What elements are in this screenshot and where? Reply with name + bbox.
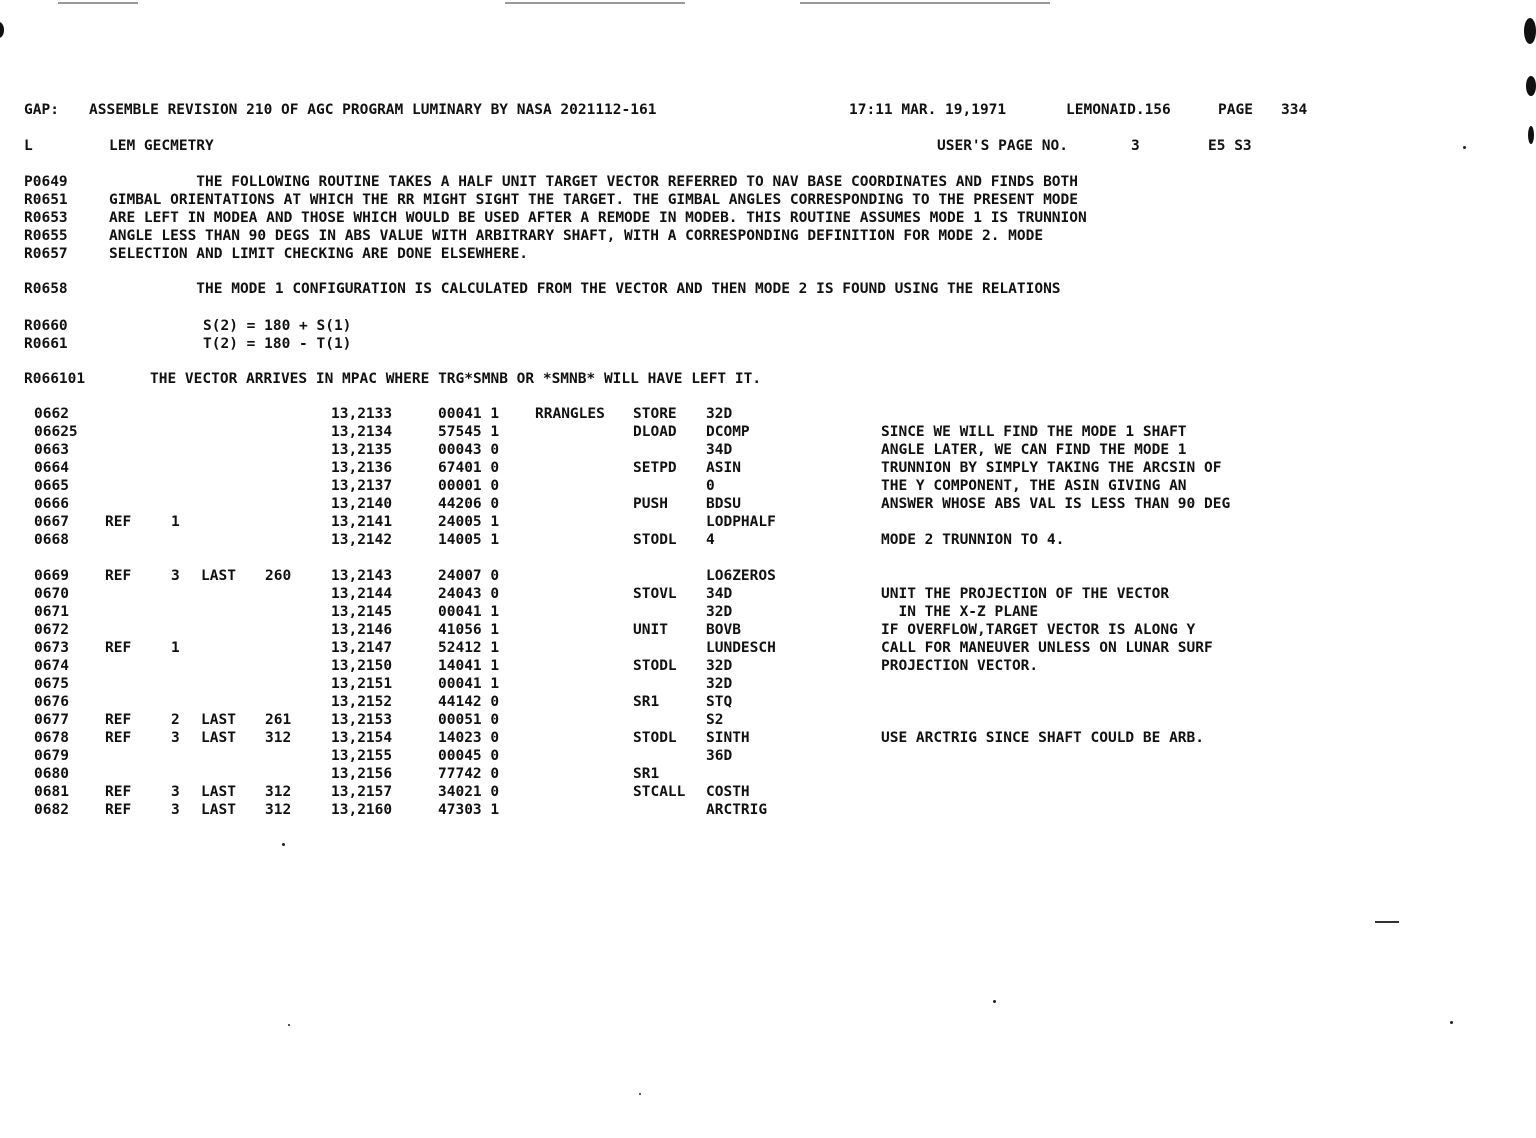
line-number: 0675 <box>34 676 69 692</box>
comment-line-text: SELECTION AND LIMIT CHECKING ARE DONE ELSEWHERE. <box>109 246 529 262</box>
comment-line-id: P0649 <box>24 174 68 190</box>
operand: S2 <box>706 712 724 728</box>
line-number: 0666 <box>34 496 69 512</box>
octal-word: 77742 0 <box>438 766 500 782</box>
line-number: 0664 <box>34 460 69 476</box>
address: 13,2147 <box>331 640 393 656</box>
timestamp: 17:11 MAR. 19,1971 <box>849 102 1007 118</box>
line-number: 06625 <box>34 424 78 440</box>
address: 13,2155 <box>331 748 393 764</box>
octal-word: 41056 1 <box>438 622 500 638</box>
opcode: STORE <box>633 406 677 422</box>
octal-word: 00041 1 <box>438 604 500 620</box>
last-label: LAST <box>201 802 236 818</box>
ref-count: 1 <box>171 514 180 530</box>
assembly-title: ASSEMBLE REVISION 210 OF AGC PROGRAM LUMINARY BY NASA 2021112-161 <box>89 102 657 118</box>
file-name: LEMONAID.156 <box>1066 102 1171 118</box>
ref-count: 3 <box>171 568 180 584</box>
address: 13,2156 <box>331 766 393 782</box>
last-label: LAST <box>201 730 236 746</box>
scan-artifact <box>993 1000 996 1003</box>
address: 13,2135 <box>331 442 393 458</box>
octal-word: 14023 0 <box>438 730 500 746</box>
octal-word: 67401 0 <box>438 460 500 476</box>
scan-artifact <box>639 1093 641 1095</box>
scan-artifact <box>288 1024 290 1026</box>
comment-line-text: THE MODE 1 CONFIGURATION IS CALCULATED FROM THE VECTOR AND THEN MODE 2 IS FOUND USING THE RELATIONS <box>109 281 1061 297</box>
address: 13,2143 <box>331 568 393 584</box>
scan-artifact <box>1375 921 1399 923</box>
address: 13,2152 <box>331 694 393 710</box>
scan-artifact <box>1526 76 1536 96</box>
operand: 4 <box>706 532 715 548</box>
relation-line-id: R0660 <box>24 318 68 334</box>
octal-word: 14041 1 <box>438 658 500 674</box>
operand: 32D <box>706 406 733 422</box>
octal-word: 52412 1 <box>438 640 500 656</box>
scan-artifact <box>282 843 285 846</box>
comment-line-id: R0651 <box>24 192 68 208</box>
code-comment: PROJECTION VECTOR. <box>881 658 1039 674</box>
last-label: LAST <box>201 712 236 728</box>
users-page-number: 3 <box>1131 138 1140 154</box>
comment-line-id: R0658 <box>24 281 68 297</box>
opcode: UNIT <box>633 622 668 638</box>
users-page-label: USER'S PAGE NO. <box>937 138 1068 154</box>
operand: LUNDESCH <box>706 640 776 656</box>
section-code: E5 S3 <box>1208 138 1252 154</box>
line-number: 0678 <box>34 730 69 746</box>
operand: BOVB <box>706 622 741 638</box>
octal-word: 14005 1 <box>438 532 500 548</box>
opcode: SR1 <box>633 766 660 782</box>
address: 13,2144 <box>331 586 393 602</box>
ref-label: REF <box>105 514 132 530</box>
symbol-label: RRANGLES <box>535 406 605 422</box>
line-number: 0682 <box>34 802 69 818</box>
operand: SINTH <box>706 730 750 746</box>
operand: BDSU <box>706 496 741 512</box>
ref-count: 3 <box>171 730 180 746</box>
scan-artifact <box>58 2 138 4</box>
code-comment: ANGLE LATER, WE CAN FIND THE MODE 1 <box>881 442 1187 458</box>
opcode: STOVL <box>633 586 677 602</box>
operand: 34D <box>706 442 733 458</box>
line-number: 0663 <box>34 442 69 458</box>
octal-word: 44142 0 <box>438 694 500 710</box>
octal-word: 00041 1 <box>438 406 500 422</box>
ref-label: REF <box>105 568 132 584</box>
address: 13,2140 <box>331 496 393 512</box>
page-number: 334 <box>1281 102 1308 118</box>
last-page: 260 <box>265 568 292 584</box>
operand: 32D <box>706 658 733 674</box>
octal-word: 47303 1 <box>438 802 500 818</box>
code-comment: CALL FOR MANEUVER UNLESS ON LUNAR SURF <box>881 640 1213 656</box>
opcode: STODL <box>633 658 677 674</box>
octal-word: 24005 1 <box>438 514 500 530</box>
ref-count: 2 <box>171 712 180 728</box>
code-comment: UNIT THE PROJECTION OF THE VECTOR <box>881 586 1170 602</box>
address: 13,2146 <box>331 622 393 638</box>
operand: ASIN <box>706 460 741 476</box>
line-number: 0673 <box>34 640 69 656</box>
last-page: 312 <box>265 730 292 746</box>
operand: STQ <box>706 694 733 710</box>
operand: ARCTRIG <box>706 802 768 818</box>
opcode: SETPD <box>633 460 677 476</box>
comment-line-id: R0655 <box>24 228 68 244</box>
code-comment: ANSWER WHOSE ABS VAL IS LESS THAN 90 DEG <box>881 496 1231 512</box>
line-number: 0668 <box>34 532 69 548</box>
code-comment: IN THE X-Z PLANE <box>881 604 1039 620</box>
scan-artifact <box>1450 1021 1453 1024</box>
opcode: PUSH <box>633 496 668 512</box>
ref-count: 1 <box>171 640 180 656</box>
scan-artifact <box>1463 146 1466 149</box>
comment-line-text: THE VECTOR ARRIVES IN MPAC WHERE TRG*SMNB OR *SMNB* WILL HAVE LEFT IT. <box>150 371 762 387</box>
operand: 0 <box>706 478 715 494</box>
line-number: 0680 <box>34 766 69 782</box>
last-page: 312 <box>265 802 292 818</box>
operand: DCOMP <box>706 424 750 440</box>
operand: LODPHALF <box>706 514 776 530</box>
line-number: 0671 <box>34 604 69 620</box>
address: 13,2160 <box>331 802 393 818</box>
comment-line-id: R0657 <box>24 246 68 262</box>
octal-word: 24007 0 <box>438 568 500 584</box>
scan-artifact <box>505 2 685 4</box>
ref-label: REF <box>105 640 132 656</box>
line-number: 0662 <box>34 406 69 422</box>
address: 13,2142 <box>331 532 393 548</box>
code-comment: USE ARCTRIG SINCE SHAFT COULD BE ARB. <box>881 730 1205 746</box>
ref-count: 3 <box>171 802 180 818</box>
relation-line-id: R0661 <box>24 336 68 352</box>
comment-line-text: GIMBAL ORIENTATIONS AT WHICH THE RR MIGHT SIGHT THE TARGET. THE GIMBAL ANGLES CORRESPONDING TO THE PRESENT MODE <box>109 192 1079 208</box>
line-number: 0674 <box>34 658 69 674</box>
operand: COSTH <box>706 784 750 800</box>
code-comment: SINCE WE WILL FIND THE MODE 1 SHAFT <box>881 424 1187 440</box>
address: 13,2137 <box>331 478 393 494</box>
comment-line-text: ARE LEFT IN MODEA AND THOSE WHICH WOULD BE USED AFTER A REMODE IN MODEB. THIS ROUTINE ASSUMES MODE 1 IS TRUNNION <box>109 210 1087 226</box>
ref-label: REF <box>105 784 132 800</box>
last-label: LAST <box>201 784 236 800</box>
opcode: DLOAD <box>633 424 677 440</box>
code-comment: TRUNNION BY SIMPLY TAKING THE ARCSIN OF <box>881 460 1222 476</box>
opcode: SR1 <box>633 694 660 710</box>
relation-text: T(2) = 180 - T(1) <box>203 336 352 352</box>
scan-artifact <box>0 22 4 38</box>
octal-word: 00045 0 <box>438 748 500 764</box>
operand: 32D <box>706 676 733 692</box>
line-number: 0667 <box>34 514 69 530</box>
code-comment: THE Y COMPONENT, THE ASIN GIVING AN <box>881 478 1187 494</box>
octal-word: 44206 0 <box>438 496 500 512</box>
code-comment: IF OVERFLOW,TARGET VECTOR IS ALONG Y <box>881 622 1196 638</box>
address: 13,2134 <box>331 424 393 440</box>
opcode: STODL <box>633 532 677 548</box>
opcode: STCALL <box>633 784 686 800</box>
line-number: 0676 <box>34 694 69 710</box>
operand: 32D <box>706 604 733 620</box>
section-letter: L <box>24 138 33 154</box>
address: 13,2141 <box>331 514 393 530</box>
address: 13,2145 <box>331 604 393 620</box>
line-number: 0677 <box>34 712 69 728</box>
comment-line-text: ANGLE LESS THAN 90 DEGS IN ABS VALUE WITH ARBITRARY SHAFT, WITH A CORRESPONDING DEFINITION FOR MODE 2. MODE <box>109 228 1044 244</box>
section-title: LEM GECMETRY <box>109 138 214 154</box>
code-comment: MODE 2 TRUNNION TO 4. <box>881 532 1065 548</box>
page-label: PAGE <box>1218 102 1253 118</box>
last-page: 312 <box>265 784 292 800</box>
ref-label: REF <box>105 730 132 746</box>
octal-word: 00041 1 <box>438 676 500 692</box>
octal-word: 00001 0 <box>438 478 500 494</box>
line-number: 0665 <box>34 478 69 494</box>
scan-artifact <box>1528 126 1534 144</box>
address: 13,2157 <box>331 784 393 800</box>
operand: 34D <box>706 586 733 602</box>
address: 13,2133 <box>331 406 393 422</box>
relation-text: S(2) = 180 + S(1) <box>203 318 352 334</box>
scan-artifact <box>800 2 1050 4</box>
gap-label: GAP: <box>24 102 59 118</box>
ref-label: REF <box>105 802 132 818</box>
address: 13,2154 <box>331 730 393 746</box>
scan-artifact <box>1524 18 1536 44</box>
comment-line-id: R066101 <box>24 371 86 387</box>
ref-count: 3 <box>171 784 180 800</box>
line-number: 0670 <box>34 586 69 602</box>
octal-word: 00051 0 <box>438 712 500 728</box>
last-page: 261 <box>265 712 292 728</box>
address: 13,2150 <box>331 658 393 674</box>
operand: LO6ZEROS <box>706 568 776 584</box>
opcode: STODL <box>633 730 677 746</box>
octal-word: 57545 1 <box>438 424 500 440</box>
address: 13,2151 <box>331 676 393 692</box>
operand: 36D <box>706 748 733 764</box>
ref-label: REF <box>105 712 132 728</box>
octal-word: 34021 0 <box>438 784 500 800</box>
comment-line-id: R0653 <box>24 210 68 226</box>
line-number: 0672 <box>34 622 69 638</box>
address: 13,2136 <box>331 460 393 476</box>
line-number: 0681 <box>34 784 69 800</box>
line-number: 0679 <box>34 748 69 764</box>
last-label: LAST <box>201 568 236 584</box>
address: 13,2153 <box>331 712 393 728</box>
octal-word: 00043 0 <box>438 442 500 458</box>
octal-word: 24043 0 <box>438 586 500 602</box>
comment-line-text: THE FOLLOWING ROUTINE TAKES A HALF UNIT TARGET VECTOR REFERRED TO NAV BASE COORDINATES AND FINDS BOTH <box>109 174 1079 190</box>
line-number: 0669 <box>34 568 69 584</box>
